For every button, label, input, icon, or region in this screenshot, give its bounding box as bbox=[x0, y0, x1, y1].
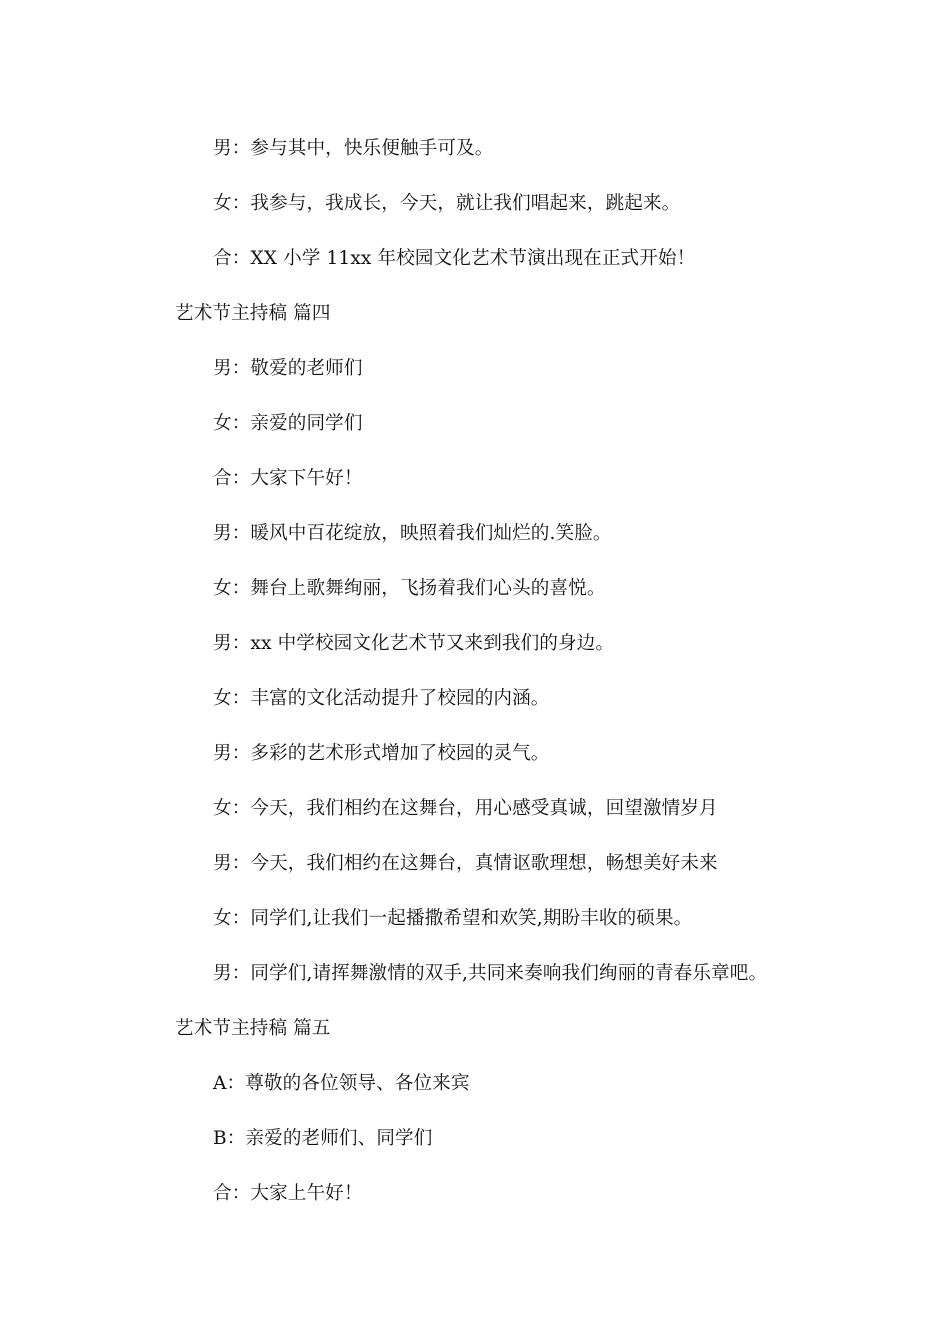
section-heading: 艺术节主持稿 篇四 bbox=[175, 302, 331, 324]
dialogue-line: 女：同学们,让我们一起播撒希望和欢笑,期盼丰收的硕果。 bbox=[213, 908, 693, 930]
dialogue-line: 女：我参与，我成长，今天，就让我们唱起来，跳起来。 bbox=[213, 192, 681, 214]
dialogue-line: 合：大家下午好！ bbox=[213, 467, 363, 489]
dialogue-line: 男：同学们,请挥舞激情的双手,共同来奏响我们绚丽的青春乐章吧。 bbox=[213, 963, 768, 985]
dialogue-line: 女：今天，我们相约在这舞台，用心感受真诚，回望激情岁月 bbox=[213, 798, 718, 820]
section-heading: 艺术节主持稿 篇五 bbox=[175, 1018, 331, 1040]
dialogue-line: 男：敬爱的老师们 bbox=[213, 357, 363, 379]
dialogue-line: 男：参与其中，快乐便触手可及。 bbox=[213, 137, 494, 159]
dialogue-line: 女：丰富的文化活动提升了校园的内涵。 bbox=[213, 687, 550, 709]
dialogue-line: 男：多彩的艺术形式增加了校园的灵气。 bbox=[213, 743, 550, 765]
dialogue-line: 男：今天，我们相约在这舞台，真情讴歌理想，畅想美好未来 bbox=[213, 853, 718, 875]
dialogue-line: A：尊敬的各位领导、各位来宾 bbox=[213, 1073, 470, 1095]
dialogue-line: 男：暖风中百花绽放，映照着我们灿烂的.笑脸。 bbox=[213, 522, 612, 544]
dialogue-line: B：亲爱的老师们、同学们 bbox=[213, 1128, 433, 1150]
dialogue-line: 合：XX 小学 11xx 年校园文化艺术节演出现在正式开始！ bbox=[213, 247, 696, 269]
document-body bbox=[175, 121, 915, 1222]
dialogue-line: 合：大家上午好！ bbox=[213, 1183, 363, 1205]
dialogue-line: 女：亲爱的同学们 bbox=[213, 412, 363, 434]
dialogue-line: 男：xx 中学校园文化艺术节又来到我们的身边。 bbox=[213, 632, 615, 654]
dialogue-line: 女：舞台上歌舞绚丽，飞扬着我们心头的喜悦。 bbox=[213, 577, 606, 599]
